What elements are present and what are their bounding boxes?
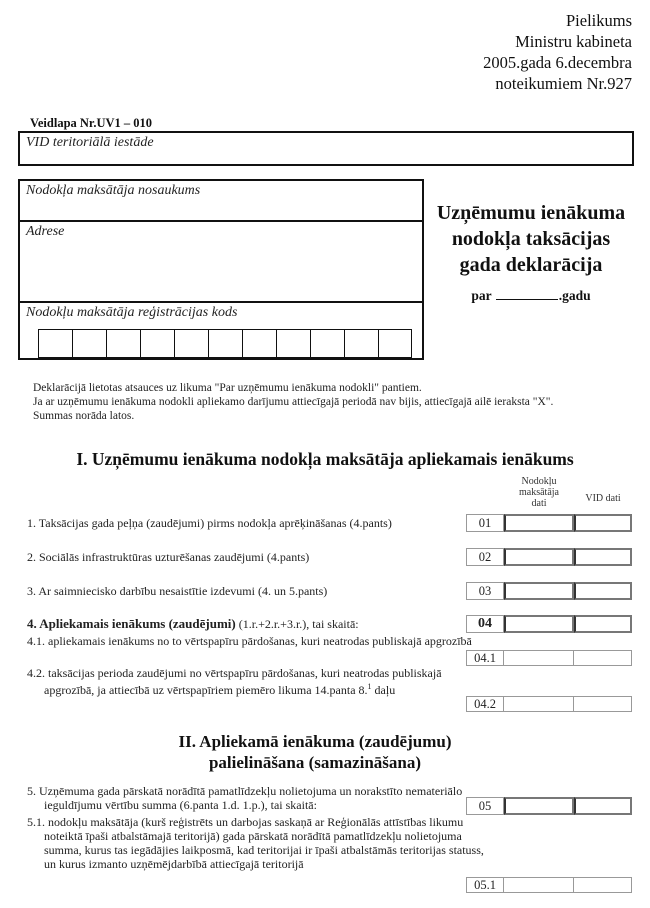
- row-label-02: 2. Sociālās infrastruktūras uzturēšanas zaudējumi (4.pants): [27, 550, 310, 564]
- instruction-line: Ja ar uzņēmumu ienākuma nodokli apliekamo darījumu attiecīgajā periodā nav bijis, attiecīgajā ailē ieraksta "X".: [33, 396, 554, 408]
- row-code: 04: [466, 615, 504, 633]
- vid-value-input[interactable]: [574, 650, 632, 666]
- row-code: 05.1: [466, 877, 504, 893]
- reg-code-cell[interactable]: [38, 329, 72, 358]
- taxpayer-value-input[interactable]: [504, 514, 574, 532]
- row-label-04-2-end: daļu: [371, 683, 396, 697]
- row-label-04: [27, 617, 359, 631]
- row-code: 04.2: [466, 696, 504, 712]
- year-input[interactable]: [496, 287, 558, 300]
- row-code: 05: [466, 797, 504, 815]
- title-line: nodokļa taksācijas: [451, 228, 611, 250]
- row-label-04-2-text: 4.2. taksācijas perioda zaudējumi no vērtspapīru pārdošanas, kuri neatrodas publiskajā apgrozībā, ja attiecībā uz vērtspapīriem piemēro likuma 14.panta 8.: [27, 666, 442, 697]
- reg-code-cell[interactable]: [208, 329, 242, 358]
- column-header-vid: VID dati: [585, 493, 621, 504]
- section-2-title-line: II. Apliekamā ienākuma (zaudējumu): [178, 732, 452, 751]
- address-label: Adrese: [26, 224, 65, 239]
- section-2-title: [80, 731, 550, 773]
- reg-code-cell[interactable]: [310, 329, 344, 358]
- vid-office-label: VID teritoriālā iestāde: [26, 135, 154, 150]
- vid-value-input[interactable]: [574, 877, 632, 893]
- section-2-title-line: palielināšana (samazināšana): [208, 753, 422, 772]
- title-line: gada deklarācija: [459, 254, 603, 276]
- table-row-03: [466, 582, 632, 600]
- vid-value-input[interactable]: [574, 797, 632, 815]
- taxpayer-value-input[interactable]: [504, 548, 574, 566]
- reg-code-label: Nodokļu maksātāja reģistrācijas kods: [26, 305, 238, 320]
- annex-header: [483, 10, 632, 94]
- row-code: 03: [466, 582, 504, 600]
- reg-code-section: [20, 303, 422, 321]
- column-header-taxpayer: [504, 476, 574, 509]
- row-code: 01: [466, 514, 504, 532]
- col-head-line: Nodokļu: [521, 476, 557, 487]
- reg-code-cell[interactable]: [174, 329, 208, 358]
- gadu-label: .gadu: [558, 288, 591, 303]
- table-row-01: [466, 514, 632, 532]
- row-code: 02: [466, 548, 504, 566]
- taxpayer-value-input[interactable]: [504, 696, 574, 712]
- instructions: [33, 381, 553, 423]
- row-label-04-1: 4.1. apliekamais ienākums no to vērtspapīru pārdošanas, kuri neatrodas publiskajā apgrozībā: [27, 634, 472, 648]
- table-row-05: [466, 797, 632, 815]
- row-label-04-2: [27, 666, 479, 697]
- row-label-04-bold: 4. Apliekamais ienākums (zaudējumi): [27, 616, 236, 631]
- row-label-03: 3. Ar saimniecisko darbību nesaistītie izdevumi (4. un 5.pants): [27, 584, 328, 598]
- superscript: 1: [367, 682, 372, 691]
- col-head-line: maksātāja: [519, 487, 559, 498]
- taxpayer-name-label: Nodokļa maksātāja nosaukums: [26, 183, 201, 198]
- table-row-04-2: [466, 696, 632, 712]
- vid-office-field[interactable]: [18, 131, 634, 166]
- year-line: [426, 287, 636, 304]
- instruction-line: Deklarācijā lietotas atsauces uz likuma "Par uzņēmumu ienākuma nodokli" pantiem.: [33, 382, 422, 394]
- par-label: par: [471, 288, 492, 303]
- taxpayer-value-input[interactable]: [504, 797, 574, 815]
- reg-code-cell[interactable]: [242, 329, 276, 358]
- vid-value-input[interactable]: [574, 548, 632, 566]
- vid-value-input[interactable]: [574, 514, 632, 532]
- col-head-line: dati: [531, 498, 547, 509]
- table-row-04: [466, 615, 632, 633]
- reg-code-cell[interactable]: [378, 329, 412, 358]
- reg-code-cells: [38, 329, 412, 358]
- taxpayer-name-field[interactable]: [20, 181, 422, 222]
- taxpayer-value-input[interactable]: [504, 582, 574, 600]
- taxpayer-value-input[interactable]: [504, 877, 574, 893]
- row-label-05-1: 5.1. nodokļu maksātāja (kurš reģistrēts un darbojas saskaņā ar Reģionālās attīstības likumu noteiktā īpaši atbalstāmajā teritorijā) gada pārskatā norādītā pamatlīdzekļu nolietojuma summa, kurus tas iegādājies laikposmā, kad teritorijai ir īpaši atbalstāmās teritorijas statuss, un kurus izmanto uzņēmējdarbībā attiecīgajā teritorijā: [27, 815, 484, 871]
- reg-code-cell[interactable]: [106, 329, 140, 358]
- taxpayer-value-input[interactable]: [504, 650, 574, 666]
- address-field[interactable]: [20, 222, 422, 303]
- vid-value-input[interactable]: [574, 696, 632, 712]
- row-label-04-rest: (1.r.+2.r.+3.r.), tai skaitā:: [235, 617, 359, 631]
- annex-line: noteikumiem Nr.927: [495, 74, 632, 93]
- reg-code-cell[interactable]: [276, 329, 310, 358]
- table-row-05-1: [466, 877, 632, 893]
- reg-code-cell[interactable]: [140, 329, 174, 358]
- form-number: Veidlapa Nr.UV1 – 010: [30, 116, 153, 130]
- annex-line: 2005.gada 6.decembra: [483, 53, 632, 72]
- declaration-title: [426, 200, 636, 278]
- row-code: 04.1: [466, 650, 504, 666]
- vid-value-input[interactable]: [574, 615, 632, 633]
- title-line: Uzņēmumu ienākuma: [436, 202, 626, 224]
- taxpayer-info-box: [18, 179, 424, 360]
- annex-line: Ministru kabineta: [515, 32, 632, 51]
- annex-line: Pielikums: [565, 11, 632, 30]
- table-row-04-1: [466, 650, 632, 666]
- taxpayer-value-input[interactable]: [504, 615, 574, 633]
- vid-value-input[interactable]: [574, 582, 632, 600]
- row-label-05: 5. Uzņēmuma gada pārskatā norādītā pamatlīdzekļu nolietojuma un norakstīto nemateriālo ieguldījumu vērtību summa (6.panta 1.d. 1.p.), tai skaitā:: [27, 784, 463, 812]
- section-1-title: I. Uzņēmumu ienākuma nodokļa maksātāja apliekamais ienākums: [76, 449, 574, 469]
- row-label-01: 1. Taksācijas gada peļņa (zaudējumi) pirms nodokļa aprēķināšanas (4.pants): [27, 516, 392, 530]
- instruction-line: Summas norāda latos.: [33, 410, 135, 422]
- reg-code-cell[interactable]: [72, 329, 106, 358]
- reg-code-cell[interactable]: [344, 329, 378, 358]
- table-row-02: [466, 548, 632, 566]
